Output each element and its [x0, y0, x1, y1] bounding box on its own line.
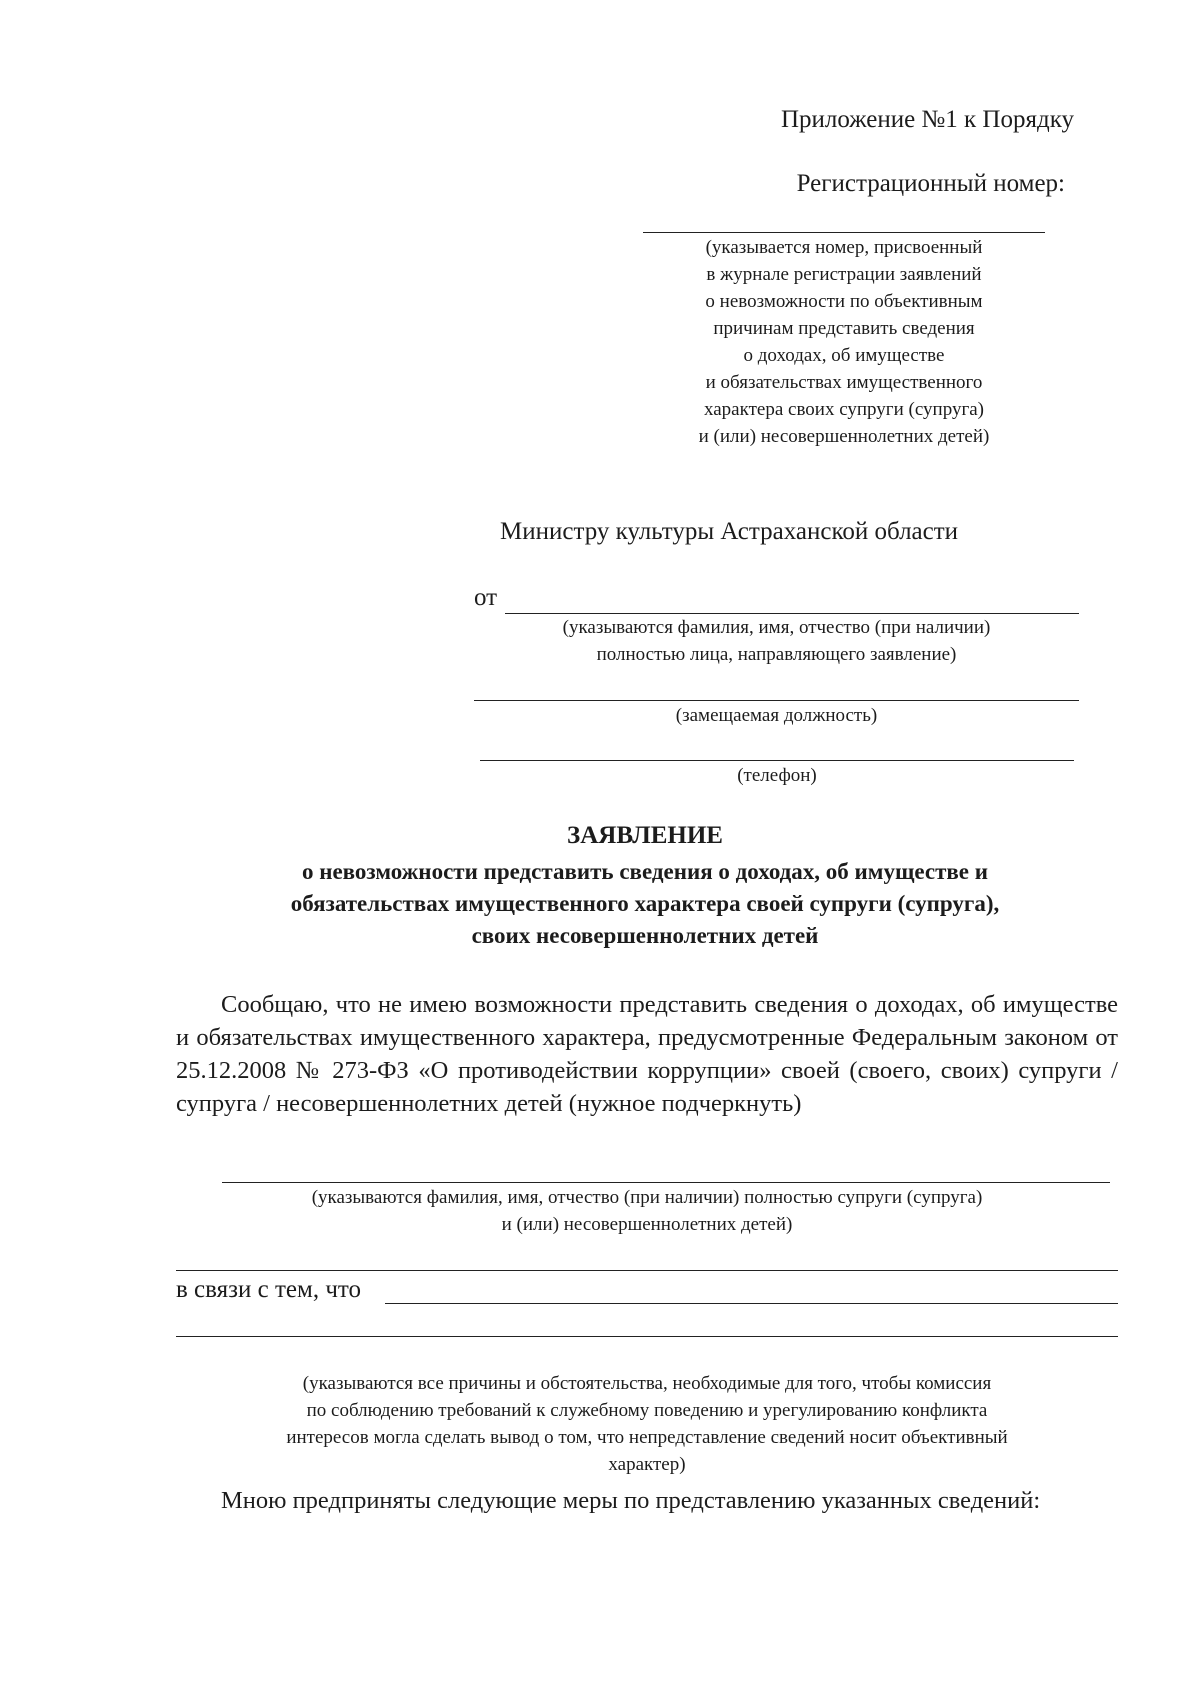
spouse-note-line: и (или) несовершеннолетних детей): [501, 1214, 793, 1235]
reason-note: [150, 1370, 1144, 1478]
reg-note-line: характера своих супруги (супруга): [704, 399, 984, 420]
reason-note-line: характер): [608, 1454, 686, 1475]
position-line[interactable]: [474, 700, 1079, 701]
reg-number-note: [643, 234, 1045, 450]
from-note: [474, 614, 1079, 668]
reg-note-line: и (или) несовершеннолетних детей): [698, 426, 990, 447]
blank-line-1[interactable]: [176, 1270, 1118, 1271]
from-label: от: [474, 584, 498, 611]
reg-note-line: о невозможности по объективным: [705, 291, 983, 312]
reg-number-label: Регистрационный номер:: [796, 170, 1065, 197]
appendix-label: Приложение №1 к Порядку: [781, 106, 1074, 133]
subtitle-line: обязательствах имущественного характера своей супруги (супруга),: [290, 891, 1000, 916]
phone-line[interactable]: [480, 760, 1074, 761]
reg-note-line: причинам представить сведения: [713, 318, 975, 339]
addressee-to: Министру культуры Астраханской области: [500, 518, 959, 545]
reason-line-2[interactable]: [176, 1336, 1118, 1337]
subtitle-line: своих несовершеннолетних детей: [471, 923, 819, 948]
reason-note-line: (указываются все причины и обстоятельства, необходимые для того, чтобы комиссия: [302, 1373, 992, 1394]
measures-paragraph: Мною предприняты следующие меры по представлению указанных сведений:: [221, 1487, 1041, 1514]
reg-number-line[interactable]: [643, 232, 1045, 233]
position-note: (замещаемая должность): [675, 705, 878, 726]
statement-paragraph: Сообщаю, что не имею возможности представить сведения о доходах, об имуществе и обязательствах имущественного характера, предусмотренные Федеральным законом от 25.12.2008 № 273-ФЗ «О противодействии коррупции» своей (своего, своих) супруги / супруга / несовершеннолетних детей (нужное подчеркнуть): [176, 991, 1118, 1117]
spouse-note-line: (указываются фамилия, имя, отчество (при наличии) полностью супруги (супруга): [311, 1187, 983, 1208]
subtitle-line: о невозможности представить сведения о доходах, об имуществе и: [301, 859, 989, 884]
reg-note-line: в журнале регистрации заявлений: [706, 264, 982, 285]
from-note-line: (указываются фамилия, имя, отчество (при наличии): [562, 617, 991, 638]
spouse-name-line[interactable]: [222, 1182, 1110, 1183]
document-title: ЗАЯВЛЕНИЕ: [567, 822, 723, 849]
from-note-line: полностью лица, направляющего заявление): [596, 644, 957, 665]
reason-note-line: интересов могла сделать вывод о том, что непредставление сведений носит объективный: [286, 1427, 1008, 1448]
reason-line[interactable]: [385, 1303, 1118, 1304]
spouse-note: [176, 1184, 1118, 1238]
reg-note-line: о доходах, об имуществе: [743, 345, 945, 366]
reason-note-line: по соблюдению требований к служебному поведению и урегулированию конфликта: [306, 1400, 988, 1421]
reason-label: в связи с тем, что: [176, 1276, 361, 1303]
reg-note-line: и обязательствах имущественного: [705, 372, 983, 393]
reg-note-line: (указывается номер, присвоенный: [705, 237, 983, 258]
phone-note: (телефон): [737, 765, 817, 786]
document-subtitle: [0, 856, 1200, 952]
